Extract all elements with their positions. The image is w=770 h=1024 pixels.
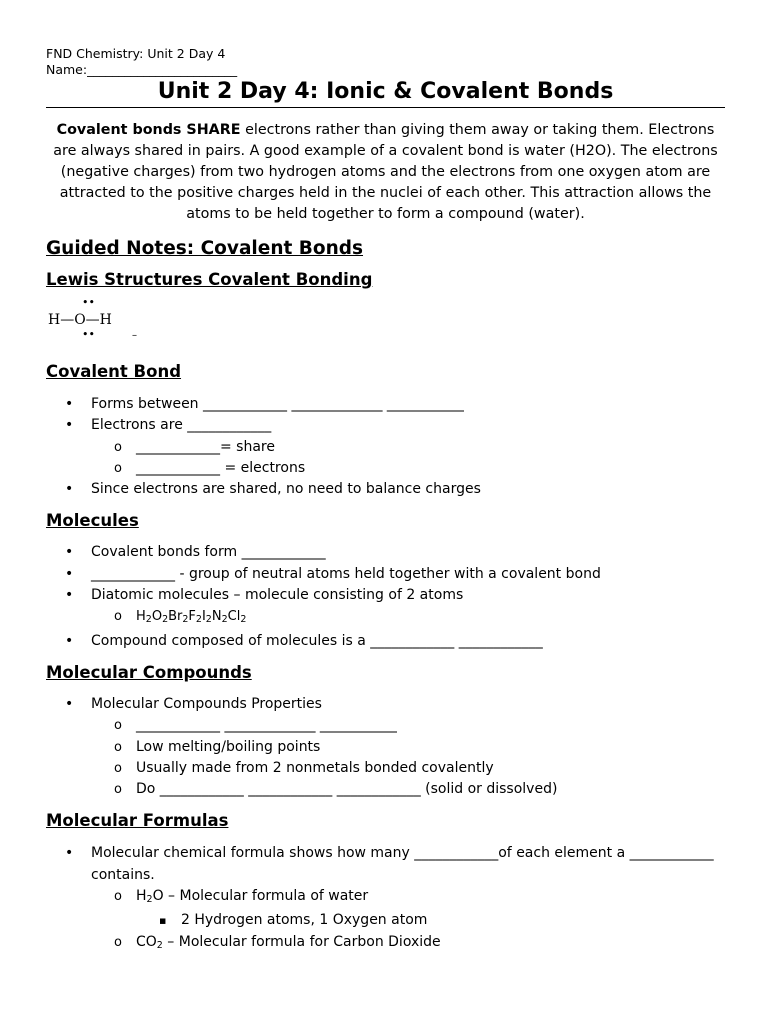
list-item: o ____________ = electrons: [46, 458, 725, 479]
covalent-bond-heading: Covalent Bond: [46, 362, 182, 381]
lewis-diagram: [46, 296, 725, 360]
list-item: • Forms between ____________ _____________ ___________: [46, 394, 725, 415]
diatomic-list: o $H_2O_2Br_2F_2I_2N_2Cl_2$: [46, 606, 725, 630]
list-item: • Molecular Compounds Properties: [46, 694, 725, 715]
molecular-compounds-list: [46, 694, 725, 800]
lewis-dash: –: [132, 330, 137, 341]
list-item: o Usually made from 2 nonmetals bonded covalently: [46, 758, 725, 779]
list-item: o Do ____________ ____________ ____________ (solid or dissolved): [46, 779, 725, 800]
list-item: • Molecular chemical formula shows how many ____________of each element a ____________ contains.: [46, 843, 725, 886]
guided-notes-heading: Guided Notes: Covalent Bonds: [46, 238, 364, 259]
list-item: • Covalent bonds form ____________: [46, 542, 725, 563]
list-item: • Since electrons are shared, no need to balance charges: [46, 479, 725, 500]
list-item: ▪ 2 Hydrogen atoms, 1 Oxygen atom: [46, 910, 725, 931]
lewis-dots-bottom: ••: [82, 328, 95, 341]
intro-text: electrons rather than giving them away or taking them. Electrons are always shared in pairs. A good example of a covalent bond is water (H2O). The electrons (negative charges) from two hydrogen atoms and the electrons from one oxygen atom are attracted to the positive charges held in the nuclei of each other. This attraction allows the atoms to be held together to form a compound (water).: [53, 122, 718, 222]
molecular-formulas-list: [46, 843, 725, 955]
list-item: • Diatomic molecules – molecule consisting of 2 atoms: [46, 585, 725, 606]
lewis-dots-top: ••: [82, 296, 95, 309]
list-item: • Compound composed of molecules is a ____________ ____________: [46, 631, 725, 652]
list-item: o ____________ _____________ ___________: [46, 715, 725, 736]
worksheet-page: [46, 46, 725, 956]
list-item: • ____________ - group of neutral atoms held together with a covalent bond: [46, 564, 725, 585]
name-line: Name:________________________: [46, 62, 238, 77]
list-item: • Electrons are ____________: [46, 415, 725, 436]
molecules-list: [46, 542, 725, 651]
covalent-bond-list: [46, 394, 725, 500]
molecular-compounds-heading: Molecular Compounds: [46, 662, 252, 682]
course-line: FND Chemistry: Unit 2 Day 4: [46, 46, 226, 61]
list-item: o ____________= share: [46, 437, 725, 458]
intro-paragraph: [46, 120, 725, 225]
molecules-heading: Molecules: [46, 511, 139, 531]
water-formula-item: o $H_2O$ – Molecular formula of water: [46, 886, 725, 910]
intro-bold: Covalent bonds SHARE: [56, 122, 241, 138]
molecular-formulas-heading: Molecular Formulas: [46, 811, 229, 831]
co2-formula-item: o $CO_2$ – Molecular formula for Carbon Dioxide: [46, 932, 725, 956]
lewis-heading: Lewis Structures Covalent Bonding: [46, 270, 373, 289]
lewis-formula: H—O—H: [48, 312, 112, 328]
list-item: o Low melting/boiling points: [46, 737, 725, 758]
page-title: Unit 2 Day 4: Ionic & Covalent Bonds: [46, 78, 725, 108]
